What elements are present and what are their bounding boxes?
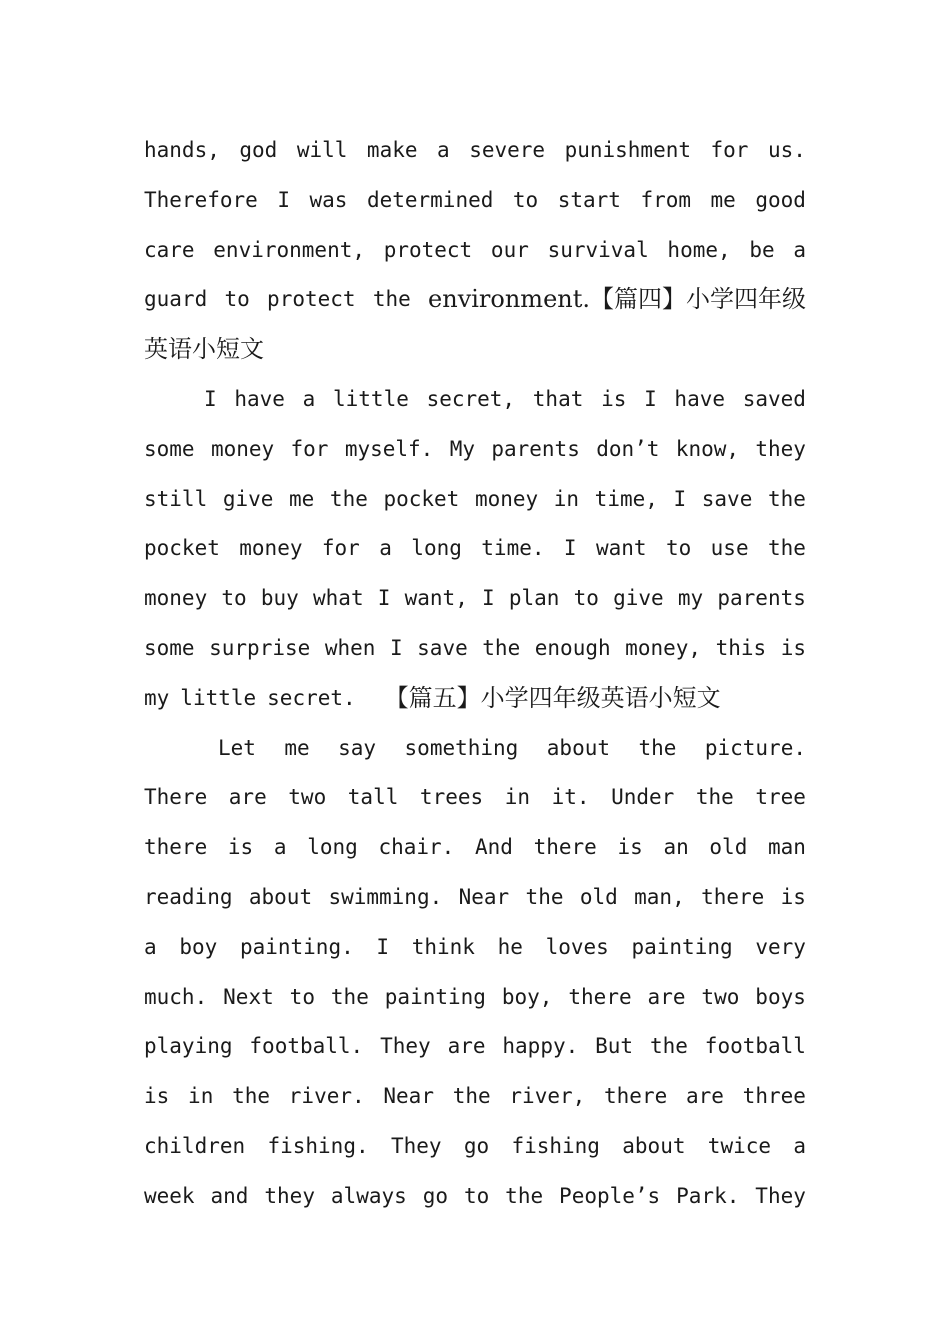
word: for bbox=[710, 138, 749, 162]
word: is bbox=[601, 386, 627, 411]
word: determined bbox=[366, 187, 494, 212]
word: my bbox=[144, 685, 170, 710]
word: I bbox=[563, 536, 577, 561]
word: a bbox=[437, 138, 450, 162]
word: football bbox=[704, 1034, 806, 1059]
word: little bbox=[333, 386, 409, 411]
text-line bbox=[144, 674, 806, 724]
word: protect bbox=[267, 287, 356, 312]
text-line bbox=[144, 126, 806, 176]
word: is bbox=[780, 635, 806, 660]
word: the bbox=[695, 785, 734, 810]
word: money, bbox=[625, 635, 702, 660]
word: painting. bbox=[239, 934, 354, 959]
word: old bbox=[579, 884, 618, 909]
word: the bbox=[638, 735, 677, 760]
word: picture. bbox=[704, 735, 806, 760]
text-line bbox=[144, 475, 806, 525]
word: plan bbox=[508, 586, 560, 611]
word: painting bbox=[384, 984, 486, 1009]
word: about bbox=[248, 884, 313, 909]
word: there bbox=[701, 884, 765, 909]
word: are bbox=[647, 984, 686, 1009]
section-heading-text: environment.【篇四】小学四年级 bbox=[428, 285, 806, 314]
word: very bbox=[755, 934, 806, 959]
text-line bbox=[144, 425, 806, 475]
word: They bbox=[380, 1034, 431, 1059]
word: fishing bbox=[511, 1133, 600, 1158]
word: I bbox=[389, 635, 403, 660]
word: the bbox=[649, 1034, 688, 1059]
word: My bbox=[449, 436, 475, 461]
text-line bbox=[144, 873, 806, 923]
word: a bbox=[302, 386, 316, 411]
text-line bbox=[144, 923, 806, 973]
word: I bbox=[482, 586, 495, 611]
word: guard bbox=[144, 287, 208, 312]
word: But bbox=[595, 1034, 634, 1059]
word: give bbox=[222, 486, 274, 511]
word: the bbox=[482, 635, 521, 660]
word: and bbox=[210, 1183, 249, 1208]
word: me bbox=[289, 486, 315, 511]
word: myself. bbox=[344, 436, 434, 461]
word: parents bbox=[491, 436, 580, 461]
text-line bbox=[144, 1172, 806, 1222]
word: parents bbox=[717, 586, 806, 611]
word: Near bbox=[458, 884, 510, 909]
word: this bbox=[715, 635, 767, 660]
word: to bbox=[665, 536, 692, 561]
word: time, bbox=[594, 486, 658, 511]
word: good bbox=[755, 187, 806, 212]
word: the bbox=[329, 486, 368, 511]
word: boy bbox=[179, 934, 218, 959]
word: enough bbox=[534, 635, 611, 660]
word: And bbox=[474, 835, 513, 860]
text-line bbox=[144, 574, 806, 624]
word: money bbox=[210, 436, 275, 461]
word: reading bbox=[144, 884, 233, 909]
word: long bbox=[307, 835, 358, 860]
word: a bbox=[793, 237, 806, 262]
word: football. bbox=[249, 1034, 364, 1059]
word: They bbox=[755, 1183, 806, 1208]
word: I bbox=[204, 386, 217, 411]
word: in bbox=[188, 1084, 214, 1109]
word: there bbox=[533, 835, 597, 860]
word: to bbox=[224, 287, 250, 312]
word: there bbox=[144, 835, 208, 860]
text-line bbox=[144, 724, 806, 774]
word: it. bbox=[551, 785, 590, 810]
text-line bbox=[144, 524, 806, 574]
word: secret. bbox=[267, 685, 356, 710]
word: playing bbox=[144, 1034, 233, 1059]
word: money bbox=[474, 486, 539, 511]
word: know, bbox=[675, 436, 740, 461]
word: the bbox=[232, 1084, 271, 1109]
word: go bbox=[422, 1183, 448, 1208]
word: saved bbox=[742, 386, 806, 411]
word: when bbox=[324, 635, 376, 660]
document-body bbox=[144, 126, 806, 1222]
word: little bbox=[180, 685, 257, 710]
word: there bbox=[604, 1084, 668, 1109]
word: something bbox=[404, 735, 519, 760]
text-line bbox=[144, 773, 806, 823]
word: save bbox=[701, 486, 753, 511]
word: don’t bbox=[596, 436, 660, 461]
word: the bbox=[372, 287, 411, 312]
word: I bbox=[277, 187, 290, 212]
word: from bbox=[640, 187, 692, 212]
word: some bbox=[144, 436, 195, 461]
word: I bbox=[644, 386, 657, 411]
word: to bbox=[573, 586, 599, 611]
word: about bbox=[622, 1133, 686, 1158]
word: two bbox=[288, 785, 327, 810]
word: river, bbox=[509, 1084, 586, 1109]
word: They bbox=[390, 1133, 442, 1158]
word: Therefore bbox=[144, 187, 258, 212]
word: a bbox=[273, 835, 287, 860]
word: money bbox=[239, 536, 303, 561]
word: to bbox=[289, 984, 315, 1009]
word: three bbox=[742, 1084, 806, 1109]
word: home, bbox=[667, 237, 731, 262]
word: People’s bbox=[559, 1183, 661, 1208]
word: trees bbox=[419, 785, 484, 810]
word: survival bbox=[547, 237, 649, 262]
word: I bbox=[376, 934, 390, 959]
word: care bbox=[144, 237, 195, 262]
text-line bbox=[144, 973, 806, 1023]
word: are bbox=[447, 1034, 486, 1059]
word: punishment bbox=[564, 138, 691, 162]
word: to bbox=[221, 586, 247, 611]
text-line bbox=[144, 325, 806, 375]
word: tall bbox=[347, 785, 399, 810]
word: they bbox=[755, 436, 806, 461]
word: much. bbox=[144, 984, 208, 1009]
word: give bbox=[613, 586, 664, 611]
text-line bbox=[144, 1122, 806, 1172]
word: the bbox=[767, 486, 806, 511]
word: want, bbox=[404, 586, 468, 611]
word: the bbox=[330, 984, 369, 1009]
word: will bbox=[296, 138, 348, 162]
word: boy, bbox=[501, 984, 553, 1009]
word: they bbox=[264, 1183, 315, 1208]
word: the bbox=[505, 1183, 544, 1208]
word: pocket bbox=[144, 536, 220, 561]
word: he bbox=[497, 934, 523, 959]
text-line bbox=[144, 176, 806, 226]
word: There bbox=[144, 785, 208, 810]
word: in bbox=[553, 486, 580, 511]
section-heading-text: 英语小短文 bbox=[144, 335, 264, 364]
word: there bbox=[568, 984, 632, 1009]
word: environment, bbox=[213, 237, 365, 262]
word: week bbox=[144, 1183, 195, 1208]
word: go bbox=[463, 1133, 490, 1158]
word: always bbox=[330, 1183, 407, 1208]
word: time. bbox=[481, 536, 545, 561]
text-line bbox=[144, 823, 806, 873]
word: happy. bbox=[502, 1034, 579, 1059]
word: fishing. bbox=[267, 1133, 369, 1158]
word: my bbox=[677, 586, 704, 611]
word: to bbox=[512, 187, 539, 212]
word: some bbox=[144, 635, 195, 660]
word: a bbox=[144, 934, 157, 959]
word: think bbox=[411, 934, 475, 959]
word: boys bbox=[755, 984, 806, 1009]
word: painting bbox=[631, 934, 733, 959]
word: is bbox=[144, 1084, 170, 1109]
word: for bbox=[290, 436, 329, 461]
word: god bbox=[239, 138, 278, 162]
word: children bbox=[144, 1133, 246, 1158]
word: are bbox=[228, 785, 267, 810]
word: want bbox=[595, 536, 647, 561]
word: save bbox=[417, 635, 468, 660]
word: is bbox=[780, 884, 806, 909]
word: say bbox=[338, 735, 377, 760]
word: use bbox=[710, 536, 749, 561]
word: about bbox=[546, 735, 610, 760]
text-line bbox=[144, 624, 806, 674]
word: tree bbox=[755, 785, 806, 810]
word: our bbox=[490, 237, 529, 262]
word: me bbox=[284, 735, 310, 760]
word: for bbox=[321, 536, 360, 561]
word: us. bbox=[767, 138, 806, 162]
word: still bbox=[144, 486, 208, 511]
text-line bbox=[144, 1022, 806, 1072]
word: start bbox=[557, 187, 621, 212]
word: Park. bbox=[676, 1183, 740, 1208]
word: Let bbox=[218, 735, 256, 760]
text-line bbox=[144, 375, 806, 425]
word: old bbox=[709, 835, 748, 860]
word: the bbox=[525, 884, 564, 909]
text-line bbox=[144, 275, 806, 325]
word: money bbox=[144, 586, 208, 611]
word: in bbox=[504, 785, 530, 810]
word: what bbox=[313, 586, 364, 611]
section-heading-text: 【篇五】小学四年级英语小短文 bbox=[384, 683, 721, 712]
word: chair. bbox=[378, 835, 455, 860]
word: me bbox=[710, 187, 736, 212]
text-line bbox=[144, 226, 806, 276]
word: two bbox=[701, 984, 740, 1009]
word: have bbox=[674, 386, 725, 411]
word: severe bbox=[469, 138, 546, 162]
word: protect bbox=[383, 237, 473, 262]
word: surprise bbox=[209, 635, 311, 660]
word: are bbox=[685, 1084, 724, 1109]
word: Under bbox=[611, 785, 675, 810]
word: man bbox=[768, 835, 806, 860]
word: secret, bbox=[426, 386, 516, 411]
word: swimming. bbox=[328, 884, 443, 909]
word: is bbox=[227, 835, 254, 860]
word: the bbox=[452, 1084, 491, 1109]
word: an bbox=[663, 835, 689, 860]
word: twice bbox=[707, 1133, 772, 1158]
text-line bbox=[144, 1072, 806, 1122]
word: the bbox=[768, 536, 806, 561]
word: man, bbox=[634, 884, 685, 909]
word: I bbox=[673, 486, 687, 511]
word: a bbox=[793, 1133, 806, 1158]
word: have bbox=[234, 386, 285, 411]
word: Next bbox=[223, 984, 274, 1009]
word: a bbox=[379, 536, 392, 561]
word: that bbox=[532, 386, 584, 411]
word: I bbox=[377, 586, 391, 611]
word: hands, bbox=[144, 138, 220, 162]
word: was bbox=[309, 187, 348, 212]
word: buy bbox=[260, 586, 299, 611]
word: make bbox=[366, 138, 418, 162]
word: Near bbox=[383, 1084, 434, 1109]
word: river. bbox=[288, 1084, 365, 1109]
word: loves bbox=[545, 934, 609, 959]
word: long bbox=[411, 536, 462, 561]
word: is bbox=[617, 835, 643, 860]
word: to bbox=[463, 1183, 490, 1208]
word: be bbox=[749, 237, 775, 262]
word: pocket bbox=[383, 486, 460, 511]
